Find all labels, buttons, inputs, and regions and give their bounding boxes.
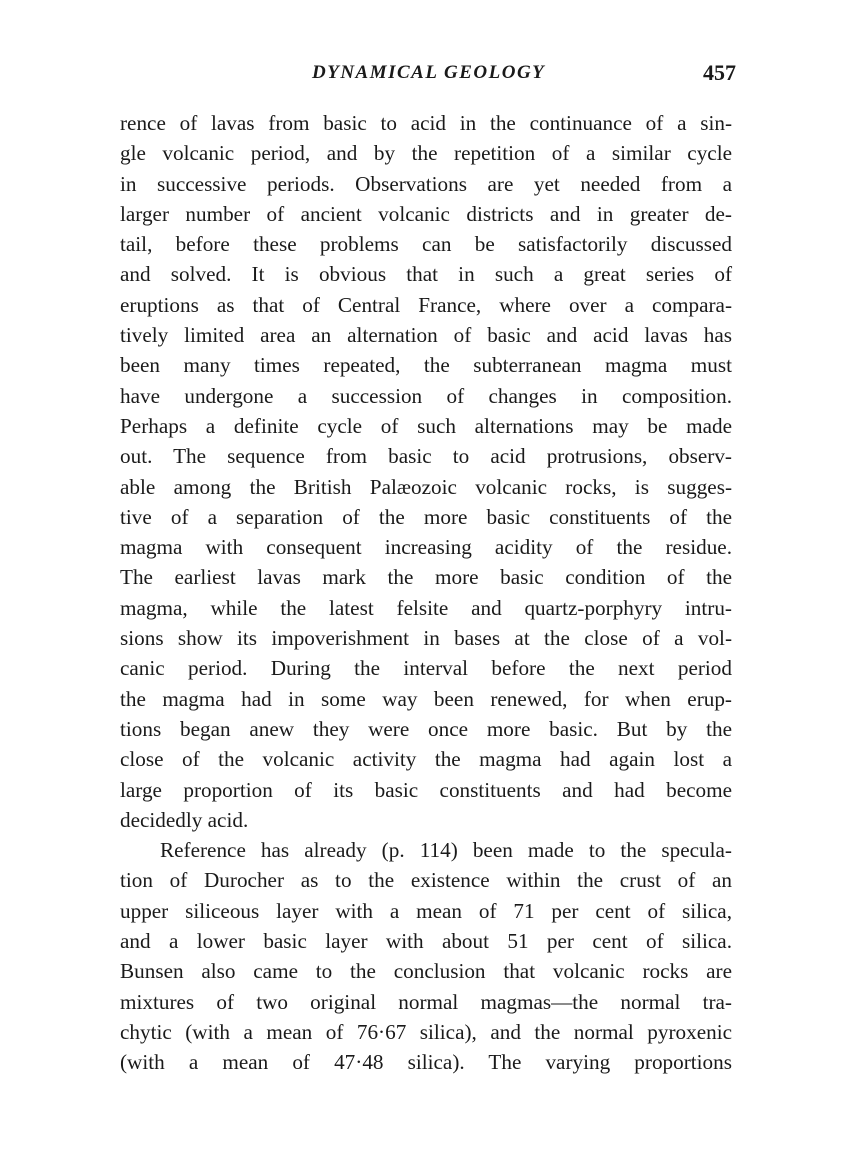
text-line: been many times repeated, the subterranean magma must	[120, 353, 732, 378]
text-line: the magma had in some way been renewed, for when erup-	[120, 686, 732, 711]
text-line: out. The sequence from basic to acid protrusions, observ-	[120, 444, 732, 469]
running-title: DYNAMICAL GEOLOGY	[312, 62, 546, 83]
text-line: The earliest lavas mark the more basic condition of the	[120, 565, 732, 590]
text-line: and solved. It is obvious that in such a great series of	[120, 262, 732, 287]
body-text	[120, 108, 732, 1078]
text-line: gle volcanic period, and by the repetition of a similar cycle	[120, 141, 732, 166]
page-number: 457	[703, 60, 736, 85]
text-line: eruptions as that of Central France, where over a compara-	[120, 292, 732, 317]
text-line: chytic (with a mean of 76·67 silica), and the normal pyroxenic	[120, 1019, 732, 1044]
text-line: Reference has already (p. 114) been made to the specula-	[160, 838, 732, 863]
text-line: in successive periods. Observations are yet needed from a	[120, 171, 732, 196]
text-line: magma, while the latest felsite and quartz-porphyry intru-	[120, 595, 732, 620]
text-line: tions began anew they were once more basic. But by the	[120, 716, 732, 741]
text-line: canic period. During the interval before the next period	[120, 656, 732, 681]
text-line: large proportion of its basic constituents and had become	[120, 777, 732, 802]
text-line: tively limited area an alternation of basic and acid lavas has	[120, 323, 732, 348]
text-line: larger number of ancient volcanic districts and in greater de-	[120, 201, 732, 226]
text-line: tail, before these problems can be satisfactorily discussed	[120, 232, 732, 257]
text-line: able among the British Palæozoic volcanic rocks, is sugges-	[120, 474, 732, 499]
text-line: Bunsen also came to the conclusion that volcanic rocks are	[120, 959, 732, 984]
text-line: mixtures of two original normal magmas—the normal tra-	[120, 989, 732, 1014]
text-line: have undergone a succession of changes in composition.	[120, 383, 732, 408]
page-header	[120, 62, 740, 92]
text-line: tive of a separation of the more basic constituents of the	[120, 504, 732, 529]
text-line: rence of lavas from basic to acid in the continuance of a sin-	[120, 111, 732, 135]
text-line: Perhaps a definite cycle of such alternations may be made	[120, 413, 732, 438]
text-line: sions show its impoverishment in bases at the close of a vol-	[120, 626, 732, 651]
text-line: and a lower basic layer with about 51 per cent of silica.	[120, 929, 732, 954]
text-line: magma with consequent increasing acidity of the residue.	[120, 535, 732, 560]
text-line: decidedly acid.	[120, 807, 249, 832]
paragraph	[120, 835, 732, 1077]
text-line: upper siliceous layer with a mean of 71 per cent of silica,	[120, 898, 732, 923]
text-line: tion of Durocher as to the existence within the crust of an	[120, 868, 732, 893]
text-line: (with a mean of 47·48 silica). The varying proportions	[120, 1050, 732, 1075]
text-line: close of the volcanic activity the magma had again lost a	[120, 747, 732, 772]
paragraph	[120, 108, 732, 835]
